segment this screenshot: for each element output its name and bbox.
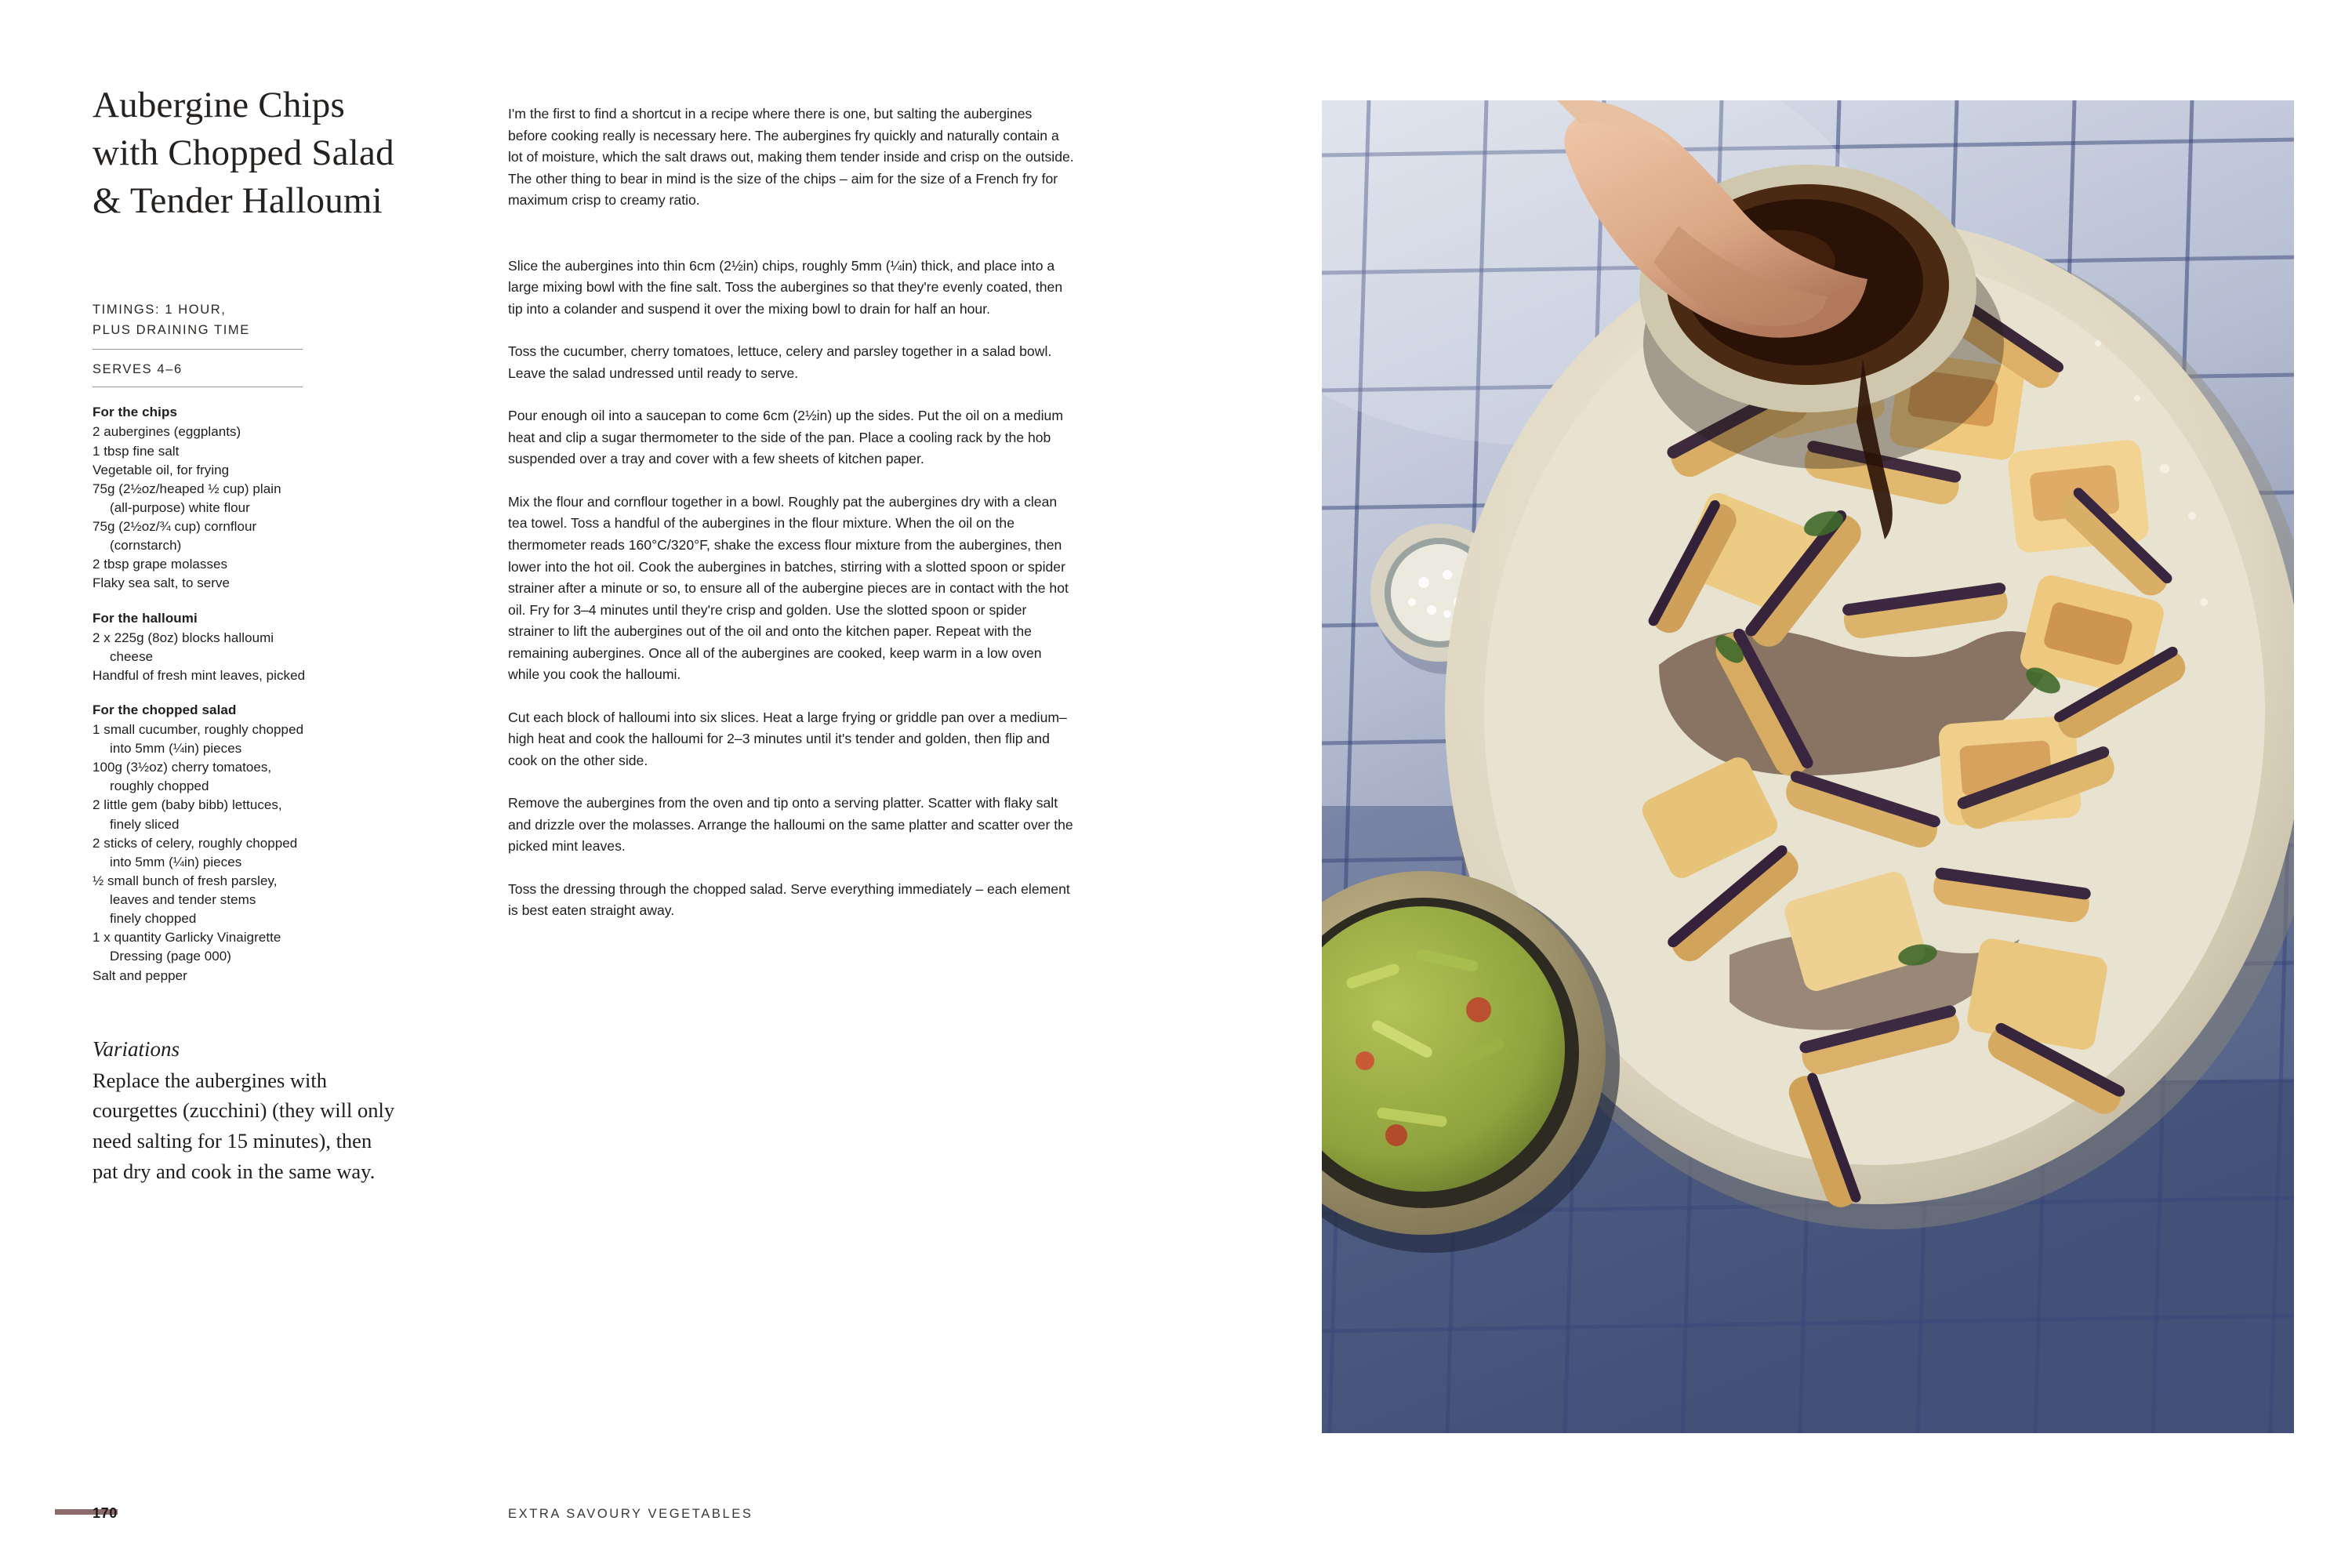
ingredient-group-chips bbox=[93, 405, 461, 593]
method-intro: I'm the first to find a shortcut in a recipe where there is one, but salting the aubergines before cooking really is necessary here. The aubergines fry quickly and naturally contain a lot of moisture, which the salt draws out, making them tender inside and crisp on the outside. The other thing to bear in mind is the size of the chips – aim for the size of a French fry for maximum crisp to creamy ratio. bbox=[508, 106, 1074, 209]
recipe-meta bbox=[93, 300, 461, 387]
method-step: Mix the flour and cornflour together in a bowl. Roughly pat the aubergines dry with a clean tea towel. Toss a handful of the aubergines in the flour mixture. When the oil on the thermometer reads 160°C/320°F, shake the excess flour mixture from the aubergines, then lower into the hot oil. Cook the aubergines in batches, stirring with a slotted spoon or spider strainer after a minute or so, to ensure all of the aubergine pieces are in contact with the hot oil. Fry for 3–4 minutes until they're crisp and golden. Use the slotted spoon or spider strainer to lift the aubergines out of the oil and onto the kitchen paper. Repeat with the remaining aubergines. Once all of the aubergines are cooked, keep warm in a low oven while you cook the halloumi. bbox=[508, 493, 1069, 683]
ingredient-group-heading: For the chopped salad bbox=[93, 702, 237, 717]
variations-body: Replace the aubergines with courgettes (zucchini) (they will only need salting for 15 minutes), then pat dry and cook in the same way. bbox=[93, 1068, 395, 1183]
timings-line-2: PLUS DRAINING TIME bbox=[93, 322, 250, 337]
ingredient-group-halloumi bbox=[93, 611, 461, 685]
ingredient-list bbox=[93, 720, 461, 985]
method-step: Toss the dressing through the chopped salad. Serve everything immediately – each element is best eaten straight away. bbox=[508, 880, 1070, 919]
title-line-3: & Tender Halloumi bbox=[93, 180, 383, 222]
ingredient-group-chopped-salad bbox=[93, 702, 461, 985]
ingredient-item: ½ small bunch of fresh parsley, bbox=[93, 873, 278, 888]
method-step: Cut each block of halloumi into six slices. Heat a large frying or griddle pan over a medium–high heat and cook the halloumi for 2–3 minutes until it's tender and golden, then flip and cook on the other side. bbox=[508, 709, 1067, 768]
ingredient-item-cont: finely chopped bbox=[110, 911, 197, 927]
ingredient-group-heading: For the chips bbox=[93, 405, 178, 420]
ingredient-item: Handful of fresh mint leaves, picked bbox=[93, 667, 306, 683]
ingredient-item: 1 small cucumber, roughly chopped bbox=[93, 721, 304, 737]
ingredient-item-cont: leaves and tender stems bbox=[110, 892, 256, 908]
method-step: Remove the aubergines from the oven and tip onto a serving platter. Scatter with flaky salt and drizzle over the molasses. Arrange the halloumi on the same platter and scatter over the picked mint leaves. bbox=[508, 795, 1073, 855]
ingredient-item-cont: (cornstarch) bbox=[110, 538, 182, 554]
ingredient-item: 75g (2½oz/heaped ½ cup) plain bbox=[93, 481, 281, 496]
ingredient-item: Salt and pepper bbox=[93, 967, 187, 983]
ingredient-item-cont: into 5mm (¼in) pieces bbox=[110, 741, 242, 757]
ingredient-list bbox=[93, 629, 461, 685]
ingredient-item-cont: finely sliced bbox=[110, 816, 180, 832]
ingredient-group-heading: For the halloumi bbox=[93, 610, 198, 626]
left-column bbox=[93, 82, 461, 1186]
method-column bbox=[508, 103, 1074, 943]
title-line-2: with Chopped Salad bbox=[93, 132, 394, 174]
ingredient-item-cont: Dressing (page 000) bbox=[110, 949, 231, 964]
ingredient-item: Flaky sea salt, to serve bbox=[93, 575, 230, 591]
recipe-photo bbox=[1322, 100, 2294, 1433]
ingredient-list bbox=[93, 423, 461, 593]
method-step: Toss the cucumber, cherry tomatoes, lettuce, celery and parsley together in a salad bowl. Leave the salad undressed until ready to serve. bbox=[508, 343, 1052, 381]
ingredient-item: 2 little gem (baby bibb) lettuces, bbox=[93, 797, 282, 813]
variations-block bbox=[93, 1037, 402, 1187]
ingredient-item-cont: cheese bbox=[110, 648, 154, 664]
variations-title: Variations bbox=[93, 1036, 180, 1061]
recipe-photo-illustration bbox=[1322, 100, 2294, 1433]
ingredient-item: 2 tbsp grape molasses bbox=[93, 557, 228, 572]
ingredient-item-cont: into 5mm (¼in) pieces bbox=[110, 854, 242, 869]
ingredient-item-cont: roughly chopped bbox=[110, 779, 209, 794]
page-number: 170 bbox=[93, 1505, 118, 1521]
title-line-1: Aubergine Chips bbox=[93, 85, 345, 125]
ingredient-item: 2 x 225g (8oz) blocks halloumi bbox=[93, 630, 274, 645]
ingredient-item: 1 x quantity Garlicky Vinaigrette bbox=[93, 930, 281, 946]
ingredient-item: Vegetable oil, for frying bbox=[93, 462, 230, 477]
ingredient-item: 100g (3½oz) cherry tomatoes, bbox=[93, 760, 272, 775]
ingredient-item-cont: (all-purpose) white flour bbox=[110, 499, 250, 515]
method-step: Pour enough oil into a saucepan to come 6cm (2½in) up the sides. Put the oil on a medium heat and clip a sugar thermometer to the side of the pan. Place a cooling rack by the hob suspended over a tray and cover with a few sheets of kitchen paper. bbox=[508, 408, 1063, 467]
page-title bbox=[93, 82, 461, 225]
running-head: EXTRA SAVOURY VEGETABLES bbox=[508, 1507, 753, 1521]
ingredient-item: 2 sticks of celery, roughly chopped bbox=[93, 835, 298, 851]
ingredient-item: 2 aubergines (eggplants) bbox=[93, 424, 241, 440]
method-step: Slice the aubergines into thin 6cm (2½in) chips, roughly 5mm (¼in) thick, and place into a large mixing bowl with the fine salt. Toss the aubergines so that they're evenly coated, then tip into a colander and suspend it over the mixing bowl to drain for half an hour. bbox=[508, 257, 1063, 317]
serves-label: SERVES 4–6 bbox=[93, 362, 303, 387]
timings-label bbox=[93, 300, 303, 350]
timings-line-1: TIMINGS: 1 HOUR, bbox=[93, 303, 227, 318]
ingredient-item: 75g (2½oz/¾ cup) cornflour bbox=[93, 519, 257, 535]
ingredient-item: 1 tbsp fine salt bbox=[93, 443, 180, 459]
